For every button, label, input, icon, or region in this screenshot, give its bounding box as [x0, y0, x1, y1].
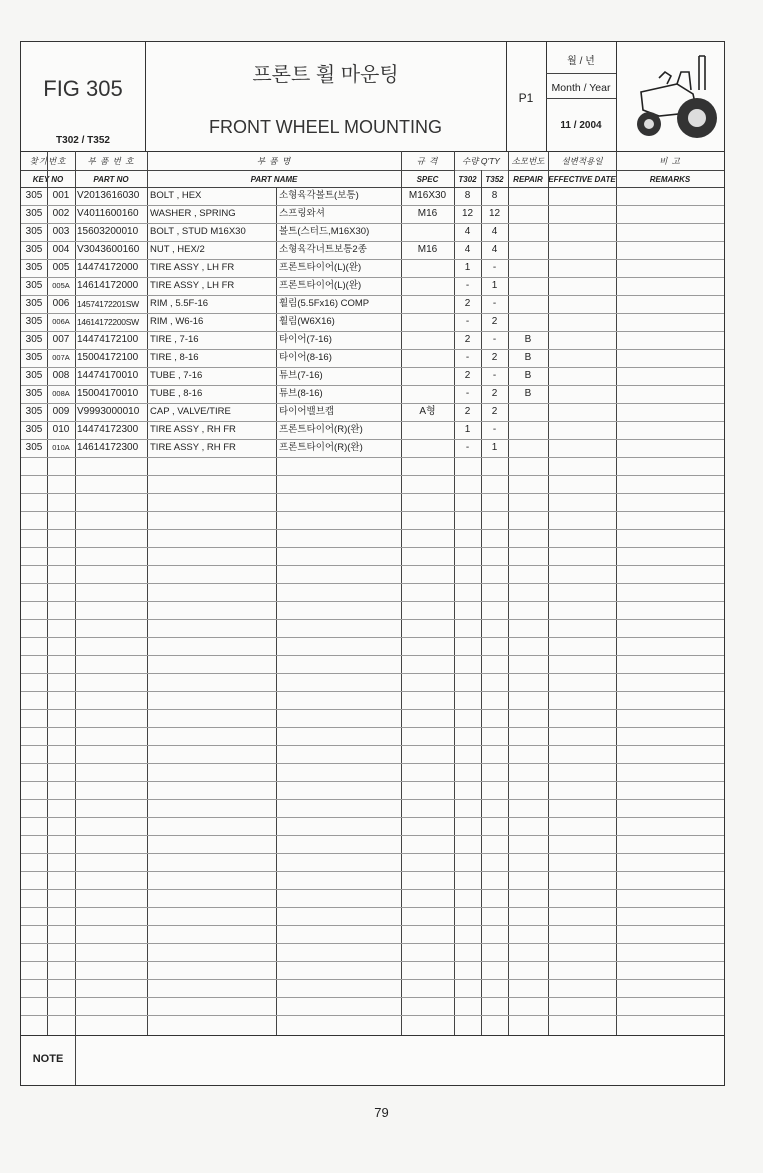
part-name-kr-cell: 프론트타이어(L)(완)	[279, 262, 362, 273]
fig-cell: 305	[25, 334, 43, 345]
fig-number: FIG 305	[43, 76, 123, 101]
table-row	[21, 385, 724, 403]
table-row	[21, 277, 724, 295]
part-name-kr-cell: 프론트타이어(R)(완)	[279, 442, 363, 453]
repair-cell: B	[524, 334, 532, 345]
part-name-kr-cell: 타이어(7-16)	[279, 334, 332, 345]
part-name-en-cell: CAP , VALVE/TIRE	[150, 406, 231, 417]
spec-cell: M16X30	[408, 190, 447, 201]
qty-t302-cell: 12	[461, 208, 474, 219]
table-row	[21, 421, 724, 439]
qty-t302-cell: -	[465, 316, 470, 327]
part-name-en-cell: TUBE , 8-16	[150, 388, 203, 399]
part-no-cell: 14614172200SW	[77, 317, 139, 327]
fig-cell: 305	[25, 226, 43, 237]
part-name-en-cell: BOLT , HEX	[150, 190, 202, 201]
col-t352: T352	[485, 175, 504, 184]
revision-date: 11 / 2004	[560, 120, 602, 131]
title-english: FRONT WHEEL MOUNTING	[209, 117, 442, 137]
part-no-cell: 14614172000	[77, 280, 139, 291]
table-row	[21, 241, 724, 259]
fig-cell: 305	[25, 442, 43, 453]
qty-t352-cell: -	[492, 298, 497, 309]
part-no-cell: 15004172100	[77, 352, 139, 363]
model-numbers: T302 / T352	[56, 135, 110, 146]
part-name-en-cell: TIRE ASSY , RH FR	[150, 424, 236, 435]
part-name-en-cell: TIRE , 8-16	[150, 352, 199, 363]
page-code: P1	[518, 91, 534, 105]
key-no-cell: 005	[52, 262, 70, 273]
qty-t302-cell: 2	[464, 298, 471, 309]
qty-t302-cell: 2	[464, 406, 471, 417]
table-row	[21, 223, 724, 241]
key-no-cell: 007A	[52, 353, 70, 362]
part-name-kr-cell: 타이어밸브캡	[279, 406, 335, 417]
part-name-kr-cell: 소형육각너트보통2종	[279, 244, 367, 255]
fig-cell: 305	[25, 298, 43, 309]
parts-sheet	[20, 41, 725, 1086]
part-no-cell: 15004170010	[77, 388, 139, 399]
part-no-cell: 14474172000	[77, 262, 139, 273]
qty-t352-cell: 4	[491, 244, 498, 255]
part-name-kr-cell: 프론트타이어(L)(완)	[279, 280, 362, 291]
fig-cell: 305	[25, 316, 43, 327]
fig-cell: 305	[25, 262, 43, 273]
table-row	[21, 313, 724, 331]
col-remarks-kr: 비 고	[659, 156, 681, 166]
col-repair-kr: 소모번도	[511, 156, 545, 166]
fig-cell: 305	[25, 244, 43, 255]
fig-cell: 305	[25, 280, 43, 291]
qty-t302-cell: 1	[464, 262, 471, 273]
qty-t352-cell: -	[492, 262, 497, 273]
col-part-name-en: PART NAME	[250, 175, 298, 184]
part-name-en-cell: TIRE ASSY , LH FR	[150, 280, 235, 291]
qty-t302-cell: -	[465, 442, 470, 453]
fig-cell: 305	[25, 190, 43, 201]
part-name-en-cell: NUT , HEX/2	[150, 244, 205, 255]
part-name-en-cell: BOLT , STUD M16X30	[150, 226, 246, 237]
month-year-label: Month / Year	[551, 82, 611, 94]
part-name-en-cell: TIRE ASSY , RH FR	[150, 442, 236, 453]
qty-t302-cell: 4	[464, 244, 471, 255]
part-name-kr-cell: 튜브(7-16)	[279, 370, 323, 381]
part-name-kr-cell: 휠림(5.5Fx16) COMP	[279, 298, 370, 309]
table-row	[21, 439, 724, 457]
key-no-cell: 008A	[52, 389, 70, 398]
part-name-kr-cell: 소형육각볼트(보통)	[279, 190, 359, 201]
table-row	[21, 259, 724, 277]
col-spec-en: SPEC	[416, 175, 439, 184]
tractor-illustration	[619, 50, 721, 140]
part-name-kr-cell: 튜브(8-16)	[279, 388, 323, 399]
part-no-cell: V3043600160	[77, 244, 140, 255]
table-row	[21, 403, 724, 421]
col-effective-kr: 설변적용일	[561, 156, 603, 166]
col-part-no-kr: 부 품 번 호	[87, 156, 135, 166]
part-name-en-cell: RIM , 5.5F-16	[150, 298, 209, 309]
part-no-cell: 14474170010	[77, 370, 139, 381]
fig-cell: 305	[25, 424, 43, 435]
key-no-cell: 008	[52, 370, 70, 381]
table-row	[21, 349, 724, 367]
part-name-kr-cell: 스프링와셔	[279, 208, 325, 219]
note-label: NOTE	[32, 1053, 64, 1065]
part-no-cell: 14474172100	[77, 334, 139, 345]
part-name-en-cell: TIRE ASSY , LH FR	[150, 262, 235, 273]
key-no-cell: 006	[52, 298, 70, 309]
key-no-cell: 005A	[52, 281, 70, 290]
title-korean: 프론트 휠 마운팅	[252, 64, 399, 86]
fig-cell: 305	[25, 370, 43, 381]
qty-t302-cell: 4	[464, 226, 471, 237]
key-no-cell: 002	[52, 208, 70, 219]
table-row	[21, 295, 724, 313]
col-t302: T302	[458, 175, 477, 184]
key-no-cell: 001	[52, 190, 70, 201]
qty-t302-cell: 2	[464, 370, 471, 381]
fig-cell: 305	[25, 208, 43, 219]
part-no-cell: 14474172300	[77, 424, 139, 435]
part-no-cell: V9993000010	[77, 406, 140, 417]
qty-t352-cell: 4	[491, 226, 498, 237]
part-name-en-cell: TUBE , 7-16	[150, 370, 203, 381]
part-no-cell: V4011600160	[77, 208, 139, 219]
part-name-en-cell: RIM , W6-16	[150, 316, 204, 327]
col-key-kr: 찾기번호	[29, 156, 67, 166]
qty-t352-cell: 2	[491, 406, 498, 417]
key-no-cell: 010A	[52, 443, 70, 452]
table-row	[21, 205, 724, 223]
repair-cell: B	[524, 388, 532, 399]
qty-t302-cell: 2	[464, 334, 471, 345]
page-number: 79	[374, 1105, 389, 1120]
col-part-no-en: PART NO	[93, 175, 129, 184]
qty-t352-cell: 2	[491, 352, 498, 363]
spec-cell: M16	[417, 244, 438, 255]
key-no-cell: 006A	[52, 317, 70, 326]
qty-t302-cell: -	[465, 388, 470, 399]
table-row	[21, 367, 724, 385]
table-row	[21, 331, 724, 349]
qty-t352-cell: 1	[491, 280, 498, 291]
col-spec-kr: 규 격	[416, 156, 439, 166]
part-name-en-cell: TIRE , 7-16	[150, 334, 199, 345]
month-year-korean: 월 / 년	[567, 56, 595, 67]
part-name-en-cell: WASHER , SPRING	[150, 208, 236, 219]
part-name-kr-cell: 볼트(스터드,M16X30)	[279, 226, 370, 237]
spec-cell: A형	[419, 406, 436, 417]
qty-t302-cell: -	[465, 352, 470, 363]
key-no-cell: 003	[52, 226, 70, 237]
col-effective-en: EFFECTIVE DATE	[548, 175, 616, 184]
col-key-en: KEY NO	[32, 175, 64, 184]
key-no-cell: 007	[52, 334, 70, 345]
part-no-cell: 14574172201SW	[77, 299, 139, 309]
qty-t352-cell: 8	[491, 190, 498, 201]
col-repair-en: REPAIR	[513, 175, 543, 184]
part-name-kr-cell: 휠림(W6X16)	[279, 316, 335, 327]
qty-t302-cell: 8	[464, 190, 471, 201]
key-no-cell: 010	[52, 424, 70, 435]
qty-t352-cell: 2	[491, 388, 498, 399]
repair-cell: B	[524, 352, 532, 363]
part-name-kr-cell: 타이어(8-16)	[279, 352, 332, 363]
fig-cell: 305	[25, 352, 43, 363]
qty-t352-cell: -	[492, 334, 497, 345]
spec-cell: M16	[417, 208, 438, 219]
table-row	[21, 187, 724, 205]
qty-t352-cell: 1	[491, 442, 498, 453]
repair-cell: B	[524, 370, 532, 381]
qty-t352-cell: 2	[491, 316, 498, 327]
qty-t352-cell: 12	[488, 208, 501, 219]
part-no-cell: 14614172300	[77, 442, 139, 453]
qty-t352-cell: -	[492, 370, 497, 381]
key-no-cell: 009	[52, 406, 70, 417]
part-no-cell: 15603200010	[77, 226, 139, 237]
part-name-kr-cell: 프론트타이어(R)(완)	[279, 424, 363, 435]
fig-cell: 305	[25, 406, 43, 417]
qty-t302-cell: -	[465, 280, 470, 291]
qty-t352-cell: -	[492, 424, 497, 435]
col-part-name-kr: 부 품 명	[256, 156, 292, 166]
fig-cell: 305	[25, 388, 43, 399]
col-qty-kr: 수량 Q'TY	[462, 156, 500, 166]
part-no-cell: V2013616030	[77, 190, 140, 201]
qty-t302-cell: 1	[464, 424, 471, 435]
key-no-cell: 004	[52, 244, 70, 255]
col-remarks-en: REMARKS	[649, 175, 691, 184]
